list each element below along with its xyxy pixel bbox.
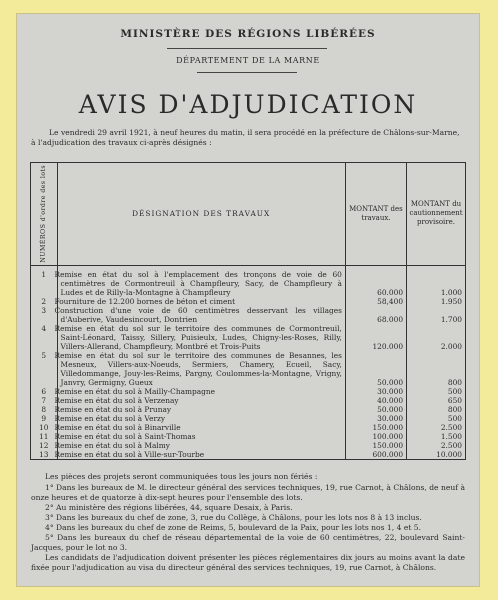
footer-line: 5° Dans les bureaux du chef de réseau départemental de la voie de 60 centimètres, 22, boulevard Saint-Jacques, pour le lot no 3. bbox=[31, 533, 465, 552]
footer-line: Les candidats de l'adjudication doivent présenter les pièces réglementaires dix jours au moins avant la date fixée pour l'adjudication au visa du directeur général des services techniques, 19, rue Carnot, à Châlons. bbox=[31, 553, 465, 572]
deposit-amount: 500 bbox=[407, 414, 466, 423]
work-amount: 30.000 bbox=[345, 387, 406, 396]
notice-page bbox=[17, 14, 479, 586]
work-designation: Remise en état du sol à Malmy bbox=[57, 441, 345, 450]
work-amount: 68.000 bbox=[345, 306, 406, 324]
work-amount: 100.000 bbox=[345, 432, 406, 441]
table-header-row bbox=[31, 163, 466, 266]
header-cautionnement: MONTANT du cautionnement provisoire. bbox=[407, 163, 466, 266]
work-amount: 150.000 bbox=[345, 423, 406, 432]
lot-number: 11 bbox=[31, 432, 58, 441]
work-designation: Remise en état du sol à Verzy bbox=[57, 414, 345, 423]
table-row bbox=[31, 270, 466, 297]
header-designation: DÉSIGNATION DES TRAVAUX bbox=[57, 163, 345, 266]
table-row bbox=[31, 324, 466, 351]
work-amount: 40.000 bbox=[345, 396, 406, 405]
work-designation: Remise en état du sol à Ville-sur-Tourbe bbox=[57, 450, 345, 460]
divider bbox=[167, 48, 327, 49]
deposit-amount: 10.000 bbox=[407, 450, 466, 460]
department-heading: DÉPARTEMENT DE LA MARNE bbox=[176, 56, 320, 65]
work-amount: 50.000 bbox=[345, 351, 406, 387]
lot-number: 4 bbox=[31, 324, 58, 351]
lot-number: 13 bbox=[31, 450, 58, 460]
deposit-amount: 1.000 bbox=[407, 270, 466, 297]
table-row bbox=[31, 414, 466, 423]
work-amount: 150.000 bbox=[345, 441, 406, 450]
work-amount: 58,400 bbox=[345, 297, 406, 306]
header-montant: MONTANT des travaux. bbox=[345, 163, 406, 266]
lot-number: 10 bbox=[31, 423, 58, 432]
footer-line: 4° Dans les bureaux du chef de zone de Reims, 5, boulevard de la Paix, pour les lots nos 1, 4 et 5. bbox=[45, 523, 422, 532]
work-designation: Remise en état du sol sur le territoire des communes de Besannes, les Mesneux, Villers-aux-Noeuds, Sermiers, Chamery, Ecueil, Sacy, Villedommange, Jouy-les-Reims, Pargny, Coulommes-la-Montagne, Vrigny, Janvry, Germigny, Gueux bbox=[57, 351, 345, 387]
deposit-amount: 500 bbox=[407, 387, 466, 396]
table-row bbox=[31, 396, 466, 405]
work-designation: Remise en état du sol à Saint-Thomas bbox=[57, 432, 345, 441]
table-row bbox=[31, 423, 466, 432]
lot-number: 5 bbox=[31, 351, 58, 387]
table-row bbox=[31, 351, 466, 387]
lot-number: 6 bbox=[31, 387, 58, 396]
work-designation: Construction d'une voie de 60 centimètres desservant les villages d'Auberive, Vaudesincourt, Dontrien bbox=[57, 306, 345, 324]
lot-number: 9 bbox=[31, 414, 58, 423]
page-title: AVIS D'ADJUDICATION bbox=[78, 90, 418, 119]
work-designation: Remise en état du sol à Prunay bbox=[57, 405, 345, 414]
table-row bbox=[31, 387, 466, 396]
work-designation: Remise en état du sol à l'emplacement des tronçons de voie de 60 centimètres de Cormontreuil à Champfleury, Sacy, de Champfleury à Ludes et de Rilly-la-Montagne à Champfleury bbox=[57, 270, 345, 297]
work-amount: 600.000 bbox=[345, 450, 406, 460]
deposit-amount: 650 bbox=[407, 396, 466, 405]
footer-line: 3° Dans les bureaux du chef de zone, 3, rue du Collège, à Châlons, pour les lots nos 8 à 13 inclus. bbox=[45, 513, 422, 522]
header-num: NUMÉROS d'ordre des lots bbox=[31, 163, 58, 266]
table-row bbox=[31, 450, 466, 460]
footer-line: 2° Au ministère des régions libérées, 44, square Desaix, à Paris. bbox=[45, 503, 293, 512]
deposit-amount: 1.950 bbox=[407, 297, 466, 306]
work-amount: 60.000 bbox=[345, 270, 406, 297]
work-designation: Remise en état du sol à Verzenay bbox=[57, 396, 345, 405]
works-table bbox=[30, 162, 466, 460]
divider bbox=[197, 72, 297, 73]
lot-number: 3 bbox=[31, 306, 58, 324]
deposit-amount: 2.500 bbox=[407, 441, 466, 450]
deposit-amount: 1.700 bbox=[407, 306, 466, 324]
work-designation: Remise en état du sol sur le territoire des communes de Cormontreuil, Saint-Léonard, Taissy, Sillery, Puisieulx, Ludes, Chigny-les-Roses, Rilly, Villers-Allerand, Champfleury, Montbré et Trois-Puits bbox=[57, 324, 345, 351]
lot-number: 7 bbox=[31, 396, 58, 405]
lot-number: 12 bbox=[31, 441, 58, 450]
lot-number: 1 bbox=[31, 270, 58, 297]
deposit-amount: 2.500 bbox=[407, 423, 466, 432]
work-designation: Remise en état du sol à Binarville bbox=[57, 423, 345, 432]
deposit-amount: 800 bbox=[407, 405, 466, 414]
work-amount: 50.000 bbox=[345, 405, 406, 414]
work-amount: 30.000 bbox=[345, 414, 406, 423]
table-row bbox=[31, 306, 466, 324]
work-designation: Remise en état du sol à Mailly-Champagne bbox=[57, 387, 345, 396]
work-amount: 120.000 bbox=[345, 324, 406, 351]
lot-number: 2 bbox=[31, 297, 58, 306]
work-designation: Fourniture de 12.200 bornes de béton et ciment bbox=[57, 297, 345, 306]
footer-notes bbox=[31, 472, 465, 573]
deposit-amount: 2.000 bbox=[407, 324, 466, 351]
intro-paragraph: Le vendredi 29 avril 1921, à neuf heures du matin, il sera procédé en la préfecture de Châlons-sur-Marne, à l'adjudication des travaux ci-après désignés : bbox=[31, 128, 460, 147]
table-row bbox=[31, 297, 466, 306]
ministry-heading: MINISTÈRE DES RÉGIONS LIBÉRÉES bbox=[120, 28, 376, 40]
table-row bbox=[31, 441, 466, 450]
lot-number: 8 bbox=[31, 405, 58, 414]
table-row bbox=[31, 432, 466, 441]
deposit-amount: 800 bbox=[407, 351, 466, 387]
footer-line: 1° Dans les bureaux de M. le directeur général des services techniques, 19, rue Carnot, à Châlons, de neuf à onze heures et de quatorze à dix-sept heures pour l'ensemble des lots. bbox=[31, 483, 465, 502]
deposit-amount: 1.500 bbox=[407, 432, 466, 441]
footer-line: Les pièces des projets seront communiquées tous les jours non fériés : bbox=[45, 472, 318, 481]
table-row bbox=[31, 405, 466, 414]
